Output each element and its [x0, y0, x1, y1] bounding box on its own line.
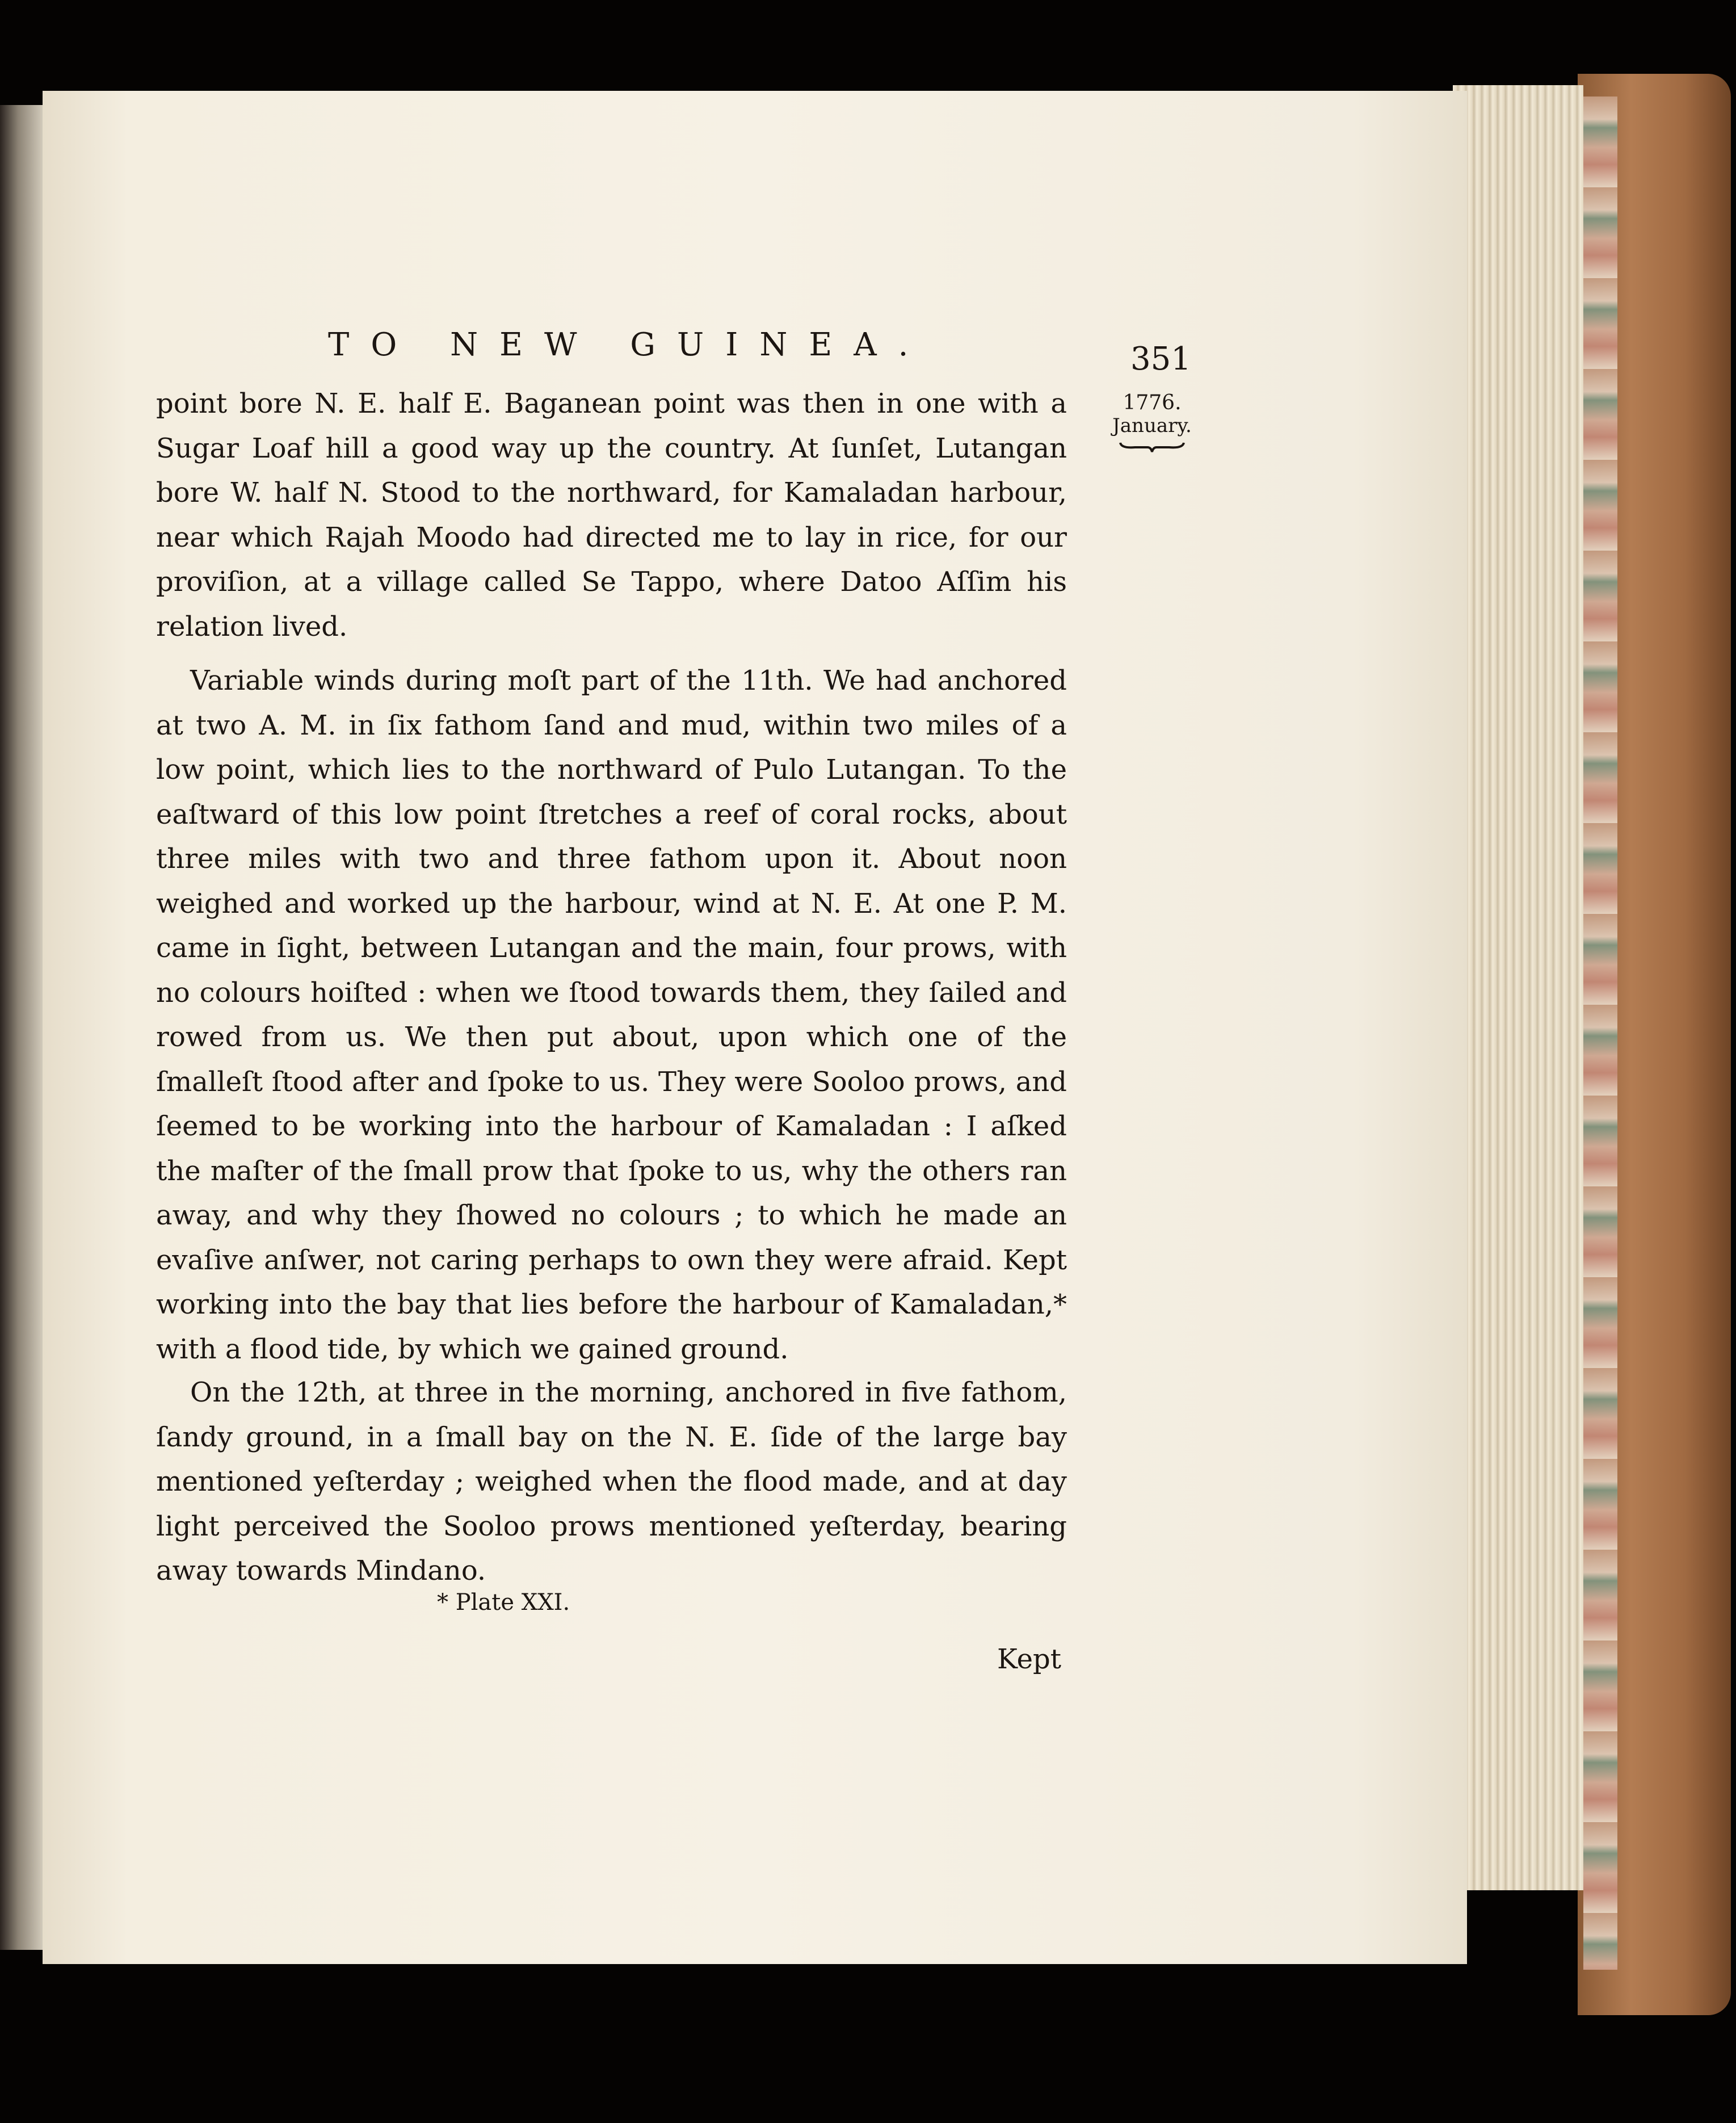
paragraph-1: point bore N. E. half E. Baganean point was then in one with a Sugar Loaf hill a good way up the country. At ſunſet, Lutangan bore W. half N. Stood to the northward, for Kamaladan harbour, near which Rajah Moodo had directed me to lay in rice, for our proviſion, at a village called Se Tappo, where Datoo Aſſim his relation lived. [156, 388, 1067, 643]
brace-icon [1118, 439, 1186, 453]
footnote: * Plate XXI. [437, 1589, 570, 1616]
page-number: 351 [1130, 341, 1191, 377]
margin-note [1109, 392, 1195, 453]
running-title: TO NEW GUINEA. [328, 326, 930, 363]
catchword: Kept [997, 1643, 1061, 1675]
left-page-edge [0, 105, 45, 1950]
margin-year: 1776. [1123, 391, 1182, 414]
marbled-endpaper [1583, 96, 1617, 1970]
margin-month: January. [1112, 414, 1192, 437]
paragraph-3: On the 12th, at three in the morning, anchored in five fathom, ſandy ground, in a ſmall bay on the N. E. ſide of the large bay mentioned yeſterday ; weighed when the flood made, and at day light perceived the Sooloo prows mentioned yeſterday, bearing away towards Mindano. [156, 1377, 1067, 1587]
page-edges [1453, 85, 1583, 1890]
paragraph-2: Variable winds during moſt part of the 11th. We had anchored at two A. M. in ſix fathom ſand and mud, within two miles of a low point, which lies to the northward of Pulo Lutangan. To the eaſtward of this low point ſtretches a reef of coral rocks, about three miles with two and three fathom upon it. About noon weighed and worked up the harbour, wind at N. E. At one P. M. came in ſight, between Lutangan and the main, four prows, with no colours hoiſted : when we ſtood towards them, they ſailed and rowed from us. We then put about, upon which one of the ſmalleſt ſtood after and ſpoke to us. They were Sooloo prows, and ſeemed to be working into the harbour of Kamaladan : I aſked the maſter of the ſmall prow that ſpoke to us, why the others ran away, and why they ſhowed no colours ; to which he made an evaſive anſwer, not caring perhaps to own they were afraid. Kept working into the bay that lies before the harbour of Kamaladan,* with a flood tide, by which we gained ground. [156, 665, 1067, 1365]
